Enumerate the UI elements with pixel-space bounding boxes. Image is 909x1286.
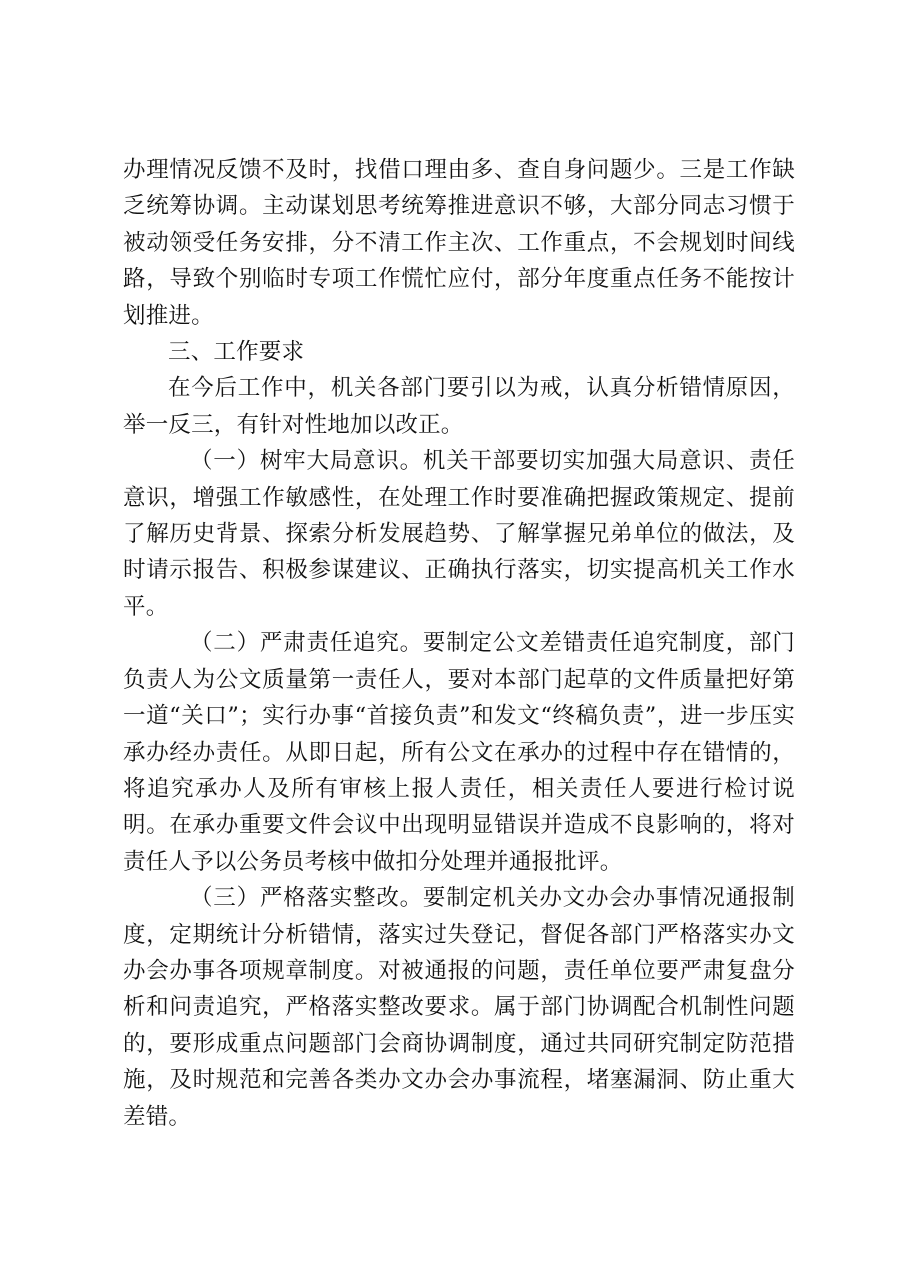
section-heading: 三、工作要求 — [168, 339, 305, 366]
paragraph-item-1: （一）树牢大局意识。机关干部要切实加强大局意识、责任意识，增强工作敏感性，在处理工作时要准确把握政策规定、提前了解历史背景、探索分析发展趋势、了解掌握兄弟单位的做法，及时请示报告、积极参谋建议、正确执行落实，切实提高机关工作水平。 — [123, 448, 795, 620]
paragraph-item-2: （二）严肃责任追究。要制定公文差错责任追究制度，部门负责人为公文质量第一责任人，要对本部门起草的文件质量把好第一道“关口”；实行办事“首接负责”和发文“终稿负责”，进一步压实承办经办责任。从即日起，所有公文在承办的过程中存在错情的，将追究承办人及所有审核上报人责任，相关责任人要进行检讨说明。在承办重要文件会议中出现明显错误并造成不良影响的，将对责任人予以公务员考核中做扣分处理并通报批评。 — [123, 630, 795, 875]
document-body — [123, 152, 795, 1135]
paragraph-continuation: 办理情况反馈不及时，找借口理由多、查自身问题少。三是工作缺乏统筹协调。主动谋划思考统筹推进意识不够，大部分同志习惯于被动领受任务安排，分不清工作主次、工作重点，不会规划时间线路，导致个别临时专项工作慌忙应付，部分年度重点任务不能按计划推进。 — [123, 157, 795, 329]
paragraph-intro: 在今后工作中，机关各部门要引以为戒，认真分析错情原因，举一反三，有针对性地加以改正。 — [123, 375, 795, 438]
paragraph-item-3: （三）严格落实整改。要制定机关办文办会办事情况通报制度，定期统计分析错情，落实过失登记，督促各部门严格落实办文办会办事各项规章制度。对被通报的问题，责任单位要严肃复盘分析和问责追究，严格落实整改要求。属于部门协调配合机制性问题的，要形成重点问题部门会商协调制度，通过共同研究制定防范措施，及时规范和完善各类办文办会办事流程，堵塞漏洞、防止重大差错。 — [123, 885, 795, 1130]
